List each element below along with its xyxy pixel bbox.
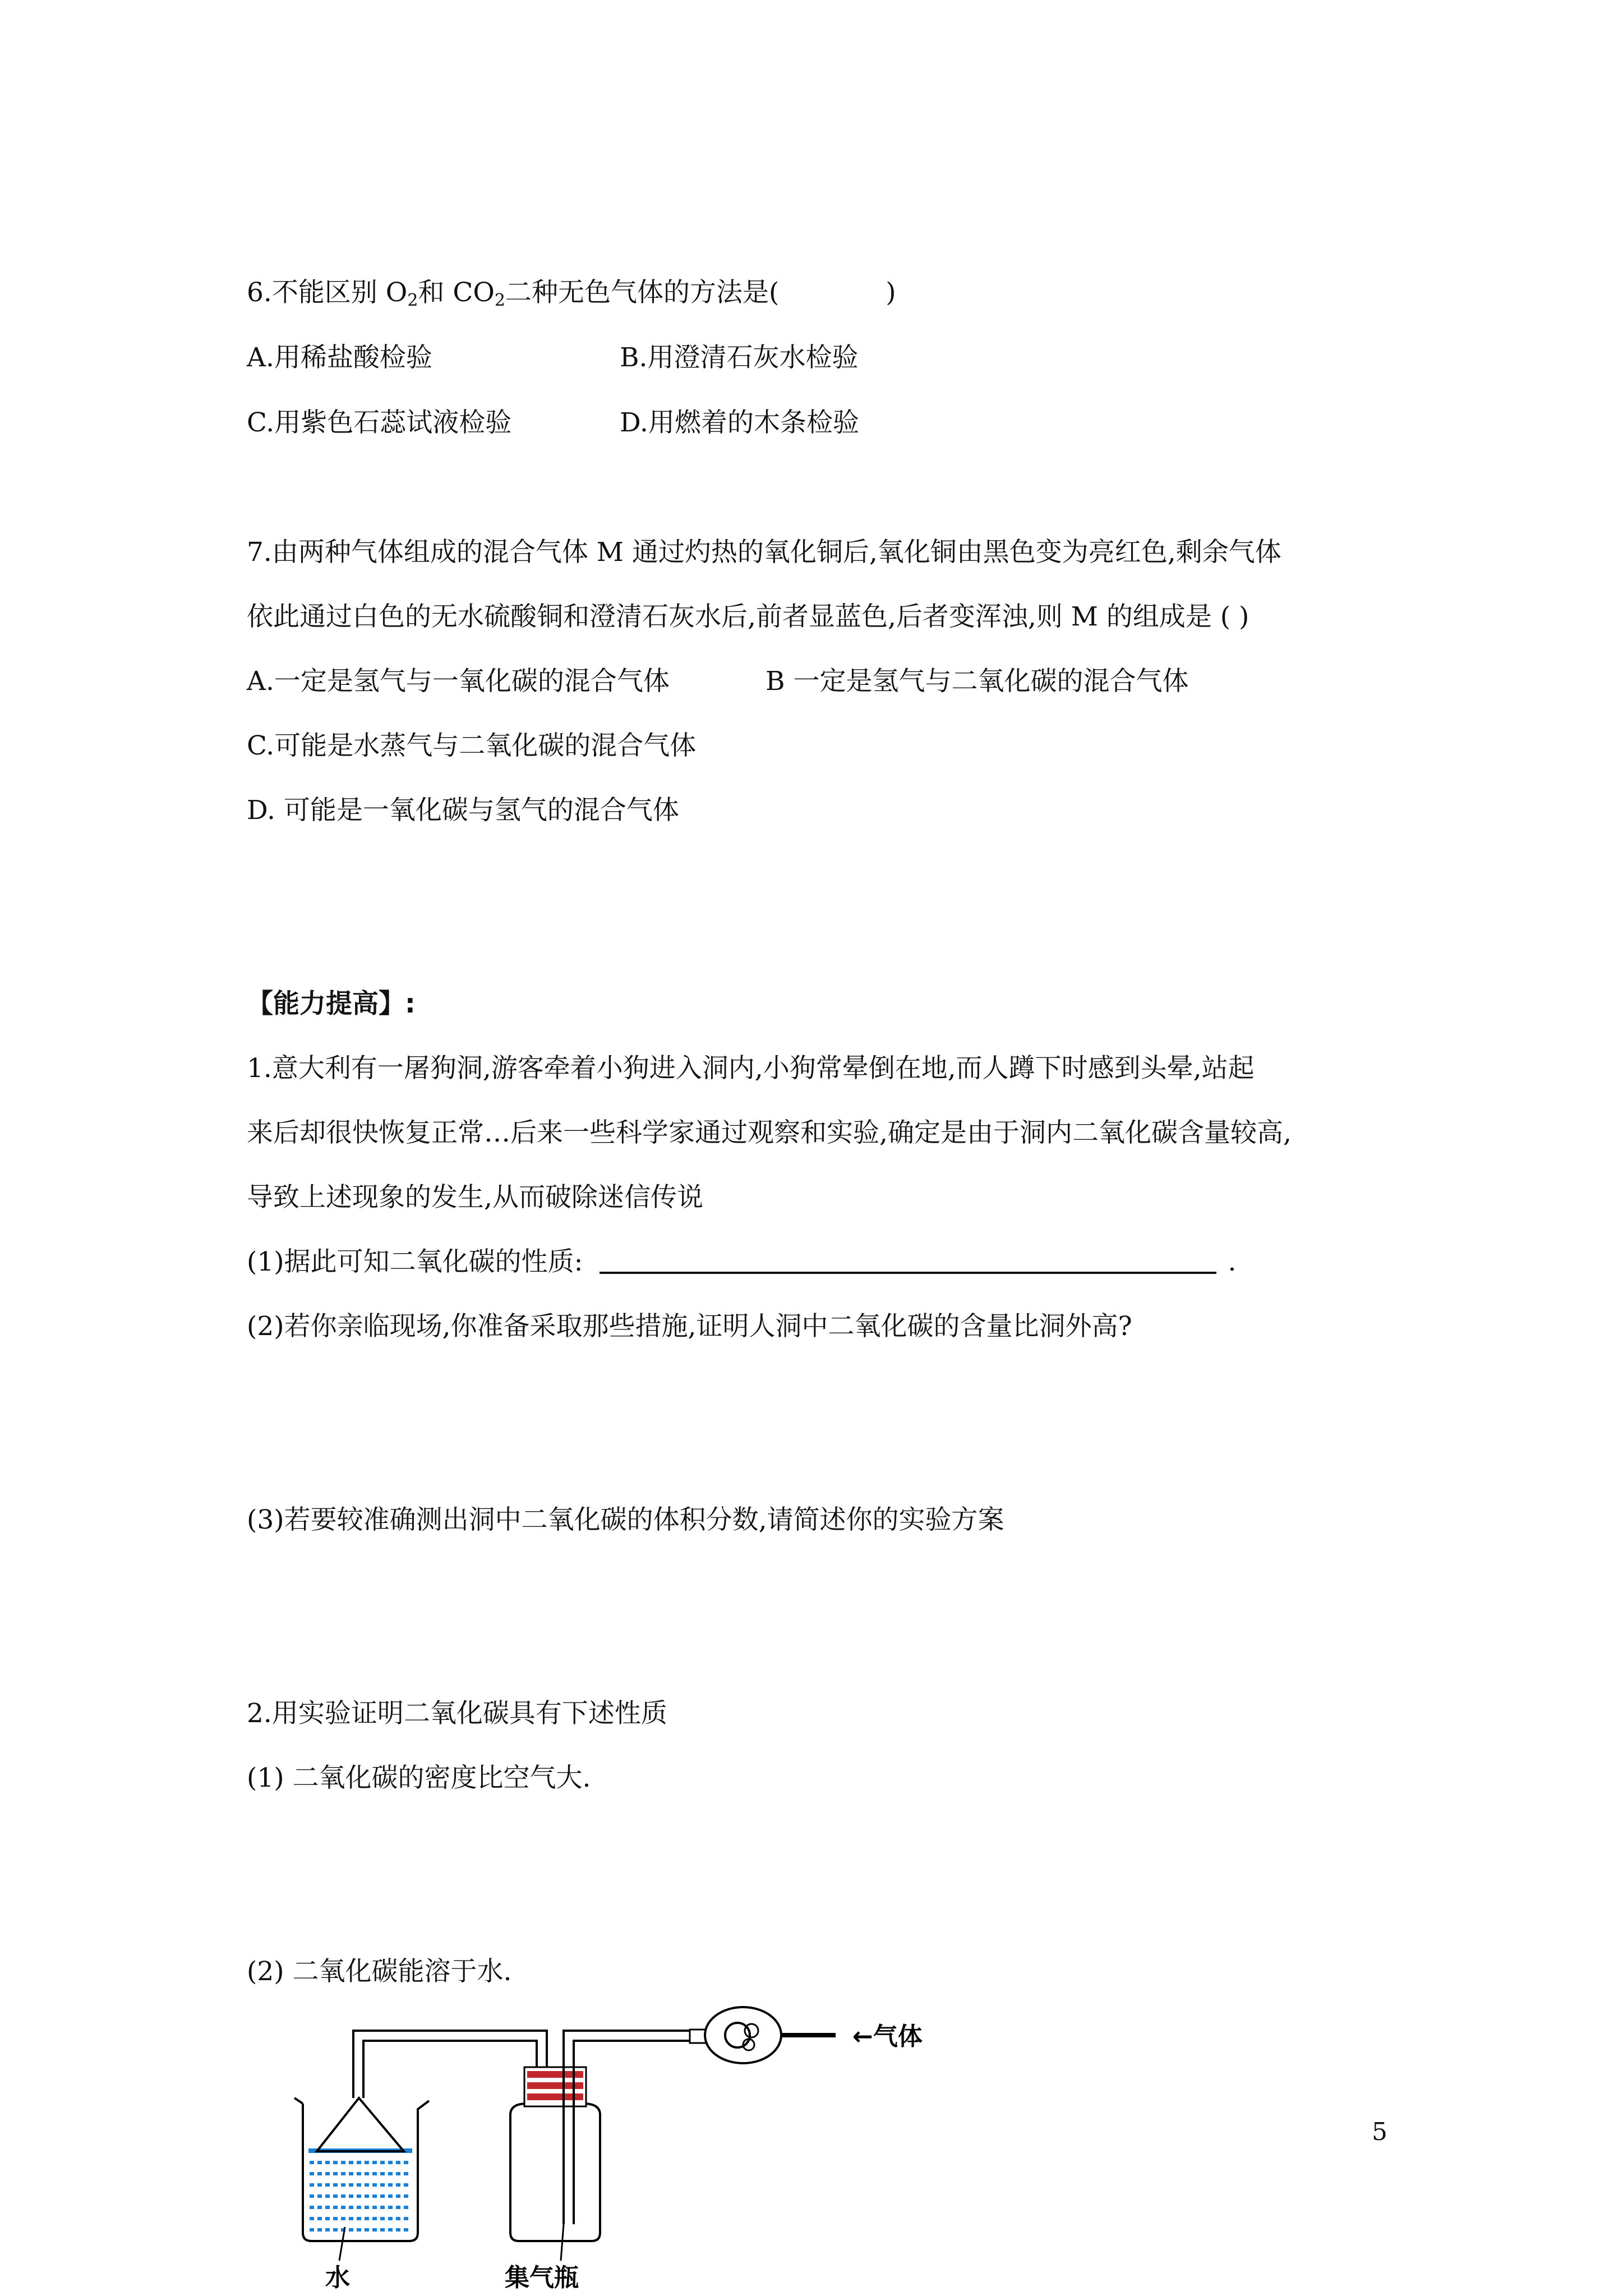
q7-option-b: B 一定是氢气与二氧化碳的混合气体 xyxy=(766,666,1189,697)
drying-tube xyxy=(690,2007,836,2063)
q6-options-row1 xyxy=(247,341,859,375)
q6-option-d: D.用燃着的木条检验 xyxy=(620,407,859,438)
inlet-tube xyxy=(564,2031,695,2224)
q6-option-a: A.用稀盐酸检验 xyxy=(247,342,432,373)
p1-sub2: (2)若你亲临现场,你准备采取那些措施,证明人洞中二氧化碳的含量比洞外高? xyxy=(247,1311,1132,1342)
page-number: 5 xyxy=(1372,2118,1387,2146)
q6-subscript-1: 2 xyxy=(407,291,418,310)
p1-stem-line3: 导致上述现象的发生,从而破除迷信传说 xyxy=(247,1182,703,1213)
q6-options-row2 xyxy=(247,406,859,440)
p2-sub2: (2) 二氧化碳能溶于水. xyxy=(247,1956,512,1987)
q7-option-d: D. 可能是一氧化碳与氢气的混合气体 xyxy=(247,795,679,826)
label-water: 水 xyxy=(325,2263,350,2292)
q6-stem-part3: 二种无色气体的方法是( xyxy=(505,277,780,308)
q7-option-c: C.可能是水蒸气与二氧化碳的混合气体 xyxy=(247,730,697,761)
q7-stem-line2: 依此通过白色的无水硫酸铜和澄清石灰水后,前者显蓝色,后者变浑浊,则 M 的组成是 ( ) xyxy=(247,601,1249,632)
p1-sub1-period: . xyxy=(1228,1246,1237,1277)
rubber-stopper xyxy=(524,2067,586,2106)
q6-answer-paren: ) xyxy=(886,277,896,308)
q7-stem-line1: 7.由两种气体组成的混合气体 M 通过灼热的氧化铜后,氧化铜由黑色变为亮红色,剩余气体 xyxy=(247,537,1281,568)
water-dots xyxy=(310,2162,409,2230)
q6-option-b: B.用澄清石灰水检验 xyxy=(620,342,859,373)
q7-options-row1 xyxy=(247,665,1189,698)
label-gas: ←气体 xyxy=(852,2022,923,2051)
p1-stem-line1: 1.意大利有一屠狗洞,游客牵着小狗进入洞内,小狗常晕倒在地,而人蹲下时感到头晕,站起 xyxy=(247,1053,1255,1084)
p1-sub1-text: (1)据此可知二氧化碳的性质: xyxy=(247,1246,583,1277)
q6-option-c: C.用紫色石蕊试液检验 xyxy=(247,407,512,438)
p2-sub1: (1) 二氧化碳的密度比空气大. xyxy=(247,1763,591,1793)
apparatus-diagram xyxy=(269,2003,998,2294)
q6-stem-part1: 6.不能区别 O xyxy=(247,277,408,308)
p2-stem: 2.用实验证明二氧化碳具有下述性质 xyxy=(247,1698,667,1729)
answer-blank[interactable] xyxy=(600,1247,1216,1274)
p1-sub3: (3)若要较准确测出洞中二氧化碳的体积分数,请简述你的实验方案 xyxy=(247,1504,1004,1535)
p1-stem-line2: 来后却很快恢复正常…后来一些科学家通过观察和实验,确定是由于洞内二氧化碳含量较高, xyxy=(247,1117,1292,1148)
q6-stem-part2: 和 CO xyxy=(418,277,495,308)
p1-sub1 xyxy=(247,1245,1236,1279)
label-bottle: 集气瓶 xyxy=(505,2263,579,2292)
q7-option-a: A.一定是氢气与一氧化碳的混合气体 xyxy=(247,666,670,697)
gas-bottle xyxy=(510,2104,600,2241)
delivery-tube xyxy=(353,2031,547,2098)
beaker xyxy=(294,2098,429,2241)
q6-stem xyxy=(247,276,896,318)
q6-subscript-2: 2 xyxy=(494,291,505,310)
funnel xyxy=(317,2098,404,2151)
section-title: 【能力提高】: xyxy=(247,988,416,1019)
